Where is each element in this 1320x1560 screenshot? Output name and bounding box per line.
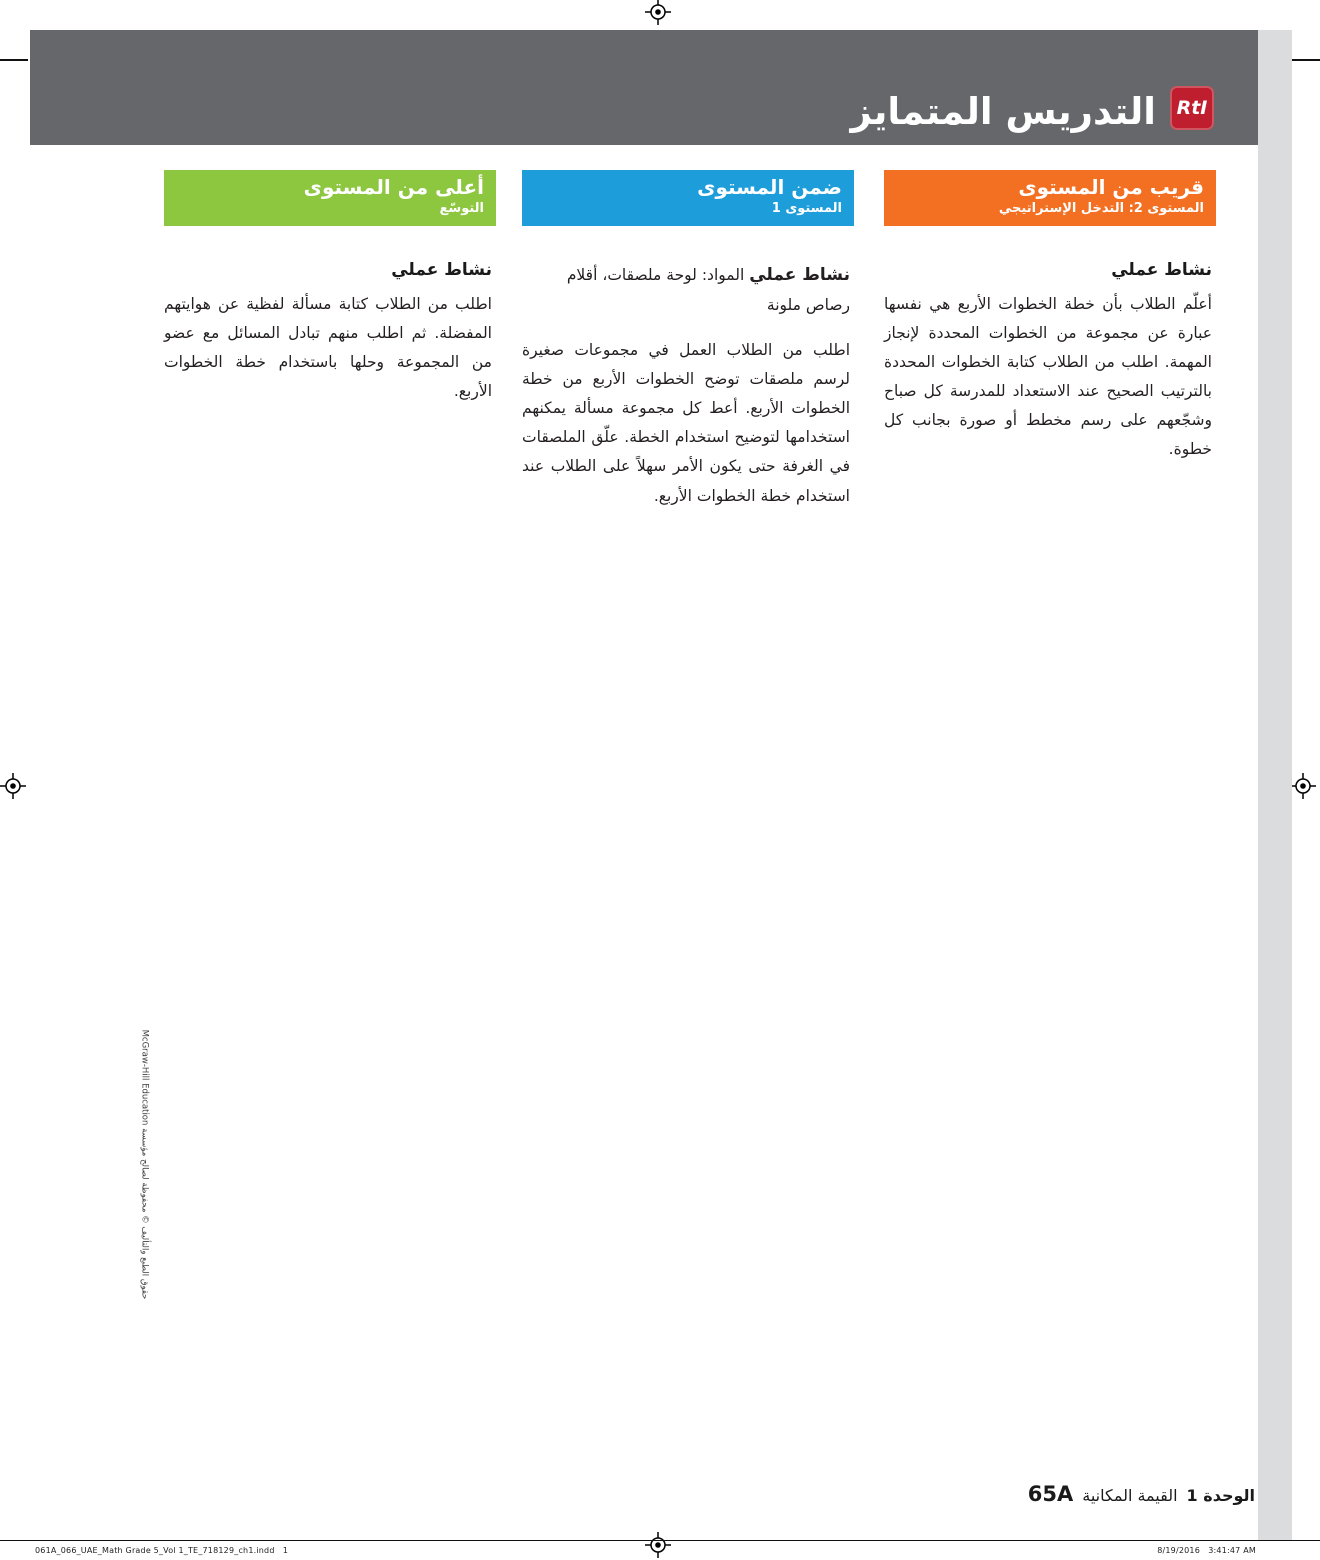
registration-mark-right (1290, 773, 1316, 799)
footer-unit-title: القيمة المكانية (1082, 1486, 1178, 1505)
rti-logo: RtI (1170, 86, 1214, 130)
beyond-level-column (164, 170, 496, 406)
activity-heading: نشاط عملي (1111, 259, 1212, 280)
footer-page-number: 65A (1027, 1482, 1074, 1506)
page-title: التدريس المتمايز (850, 90, 1156, 133)
on-level-header-bar (522, 170, 854, 226)
on-level-column (522, 170, 854, 511)
activity-heading: نشاط عملي (749, 264, 850, 285)
registration-mark-bottom (645, 1532, 671, 1558)
page-header-band (30, 30, 1258, 145)
registration-mark-top (645, 0, 671, 25)
activity-body: اطلب من الطلاب كتابة مسألة لفظية عن هوايتهم المفضلة. ثم اطلب منهم تبادل المسائل مع عضو من المجموعة وحلها باستخدام خطة الخطوات الأربع. (164, 294, 492, 401)
column-header-subtitle: التوسّع (439, 201, 484, 216)
activity-body: أعلّم الطلاب بأن خطة الخطوات الأربع هي نفسها عبارة عن مجموعة من الخطوات المحددة لإنجاز المهمة. اطلب من الطلاب كتابة الخطوات المحددة بالترتيب الصحيح عند الاستعداد للمدرسة كل صباح وشجّعهم على رسم مخطط أو صورة بجانب كل خطوة. (884, 294, 1212, 459)
registration-mark-left (0, 773, 26, 799)
print-filename: 061A_066_UAE_Math Grade 5_Vol 1_TE_718129_ch1.indd 1 (35, 1546, 289, 1555)
trim-mark-left (0, 59, 28, 61)
column-header-title: ضمن المستوى (697, 175, 842, 199)
trim-mark-right (1292, 59, 1320, 61)
copyright-sidebar: حقوق الطبع والتأليف © محفوظة لصالح مؤسسة McGraw-Hill Education (139, 1029, 150, 1300)
print-timestamp: 8/19/2016 3:41:47 AM (1157, 1546, 1256, 1555)
footer-unit-label: الوحدة 1 (1186, 1486, 1255, 1505)
column-header-title: قريب من المستوى (1018, 175, 1204, 199)
beyond-level-header-bar (164, 170, 496, 226)
print-slug-rule (0, 1540, 1320, 1541)
approaching-level-column (884, 170, 1216, 465)
page-footer (1028, 1482, 1255, 1506)
activity-materials-line (522, 260, 850, 320)
column-header-subtitle: المستوى 2: التدخل الإستراتيجي (998, 201, 1204, 216)
activity-body: اطلب من الطلاب العمل في مجموعات صغيرة لرسم ملصقات توضح الخطوات الأربع من خطة الخطوات الأربع. أعط كل مجموعة مسألة يمكنهم استخدامها لتوضيح استخدام الخطة. علّق الملصقات في الغرفة حتى يكون الأمر سهلاً على الطلاب عند استخدام خطة الخطوات الأربع. (522, 340, 850, 505)
column-header-subtitle: المستوى 1 (771, 201, 842, 216)
column-header-title: أعلى من المستوى (303, 175, 484, 199)
approaching-level-header-bar (884, 170, 1216, 226)
materials-text: المواد: لوحة ملصقات، أقلام رصاص ملونة (566, 265, 850, 315)
activity-heading: نشاط عملي (391, 259, 492, 280)
page-edge-strip (1258, 30, 1292, 1540)
